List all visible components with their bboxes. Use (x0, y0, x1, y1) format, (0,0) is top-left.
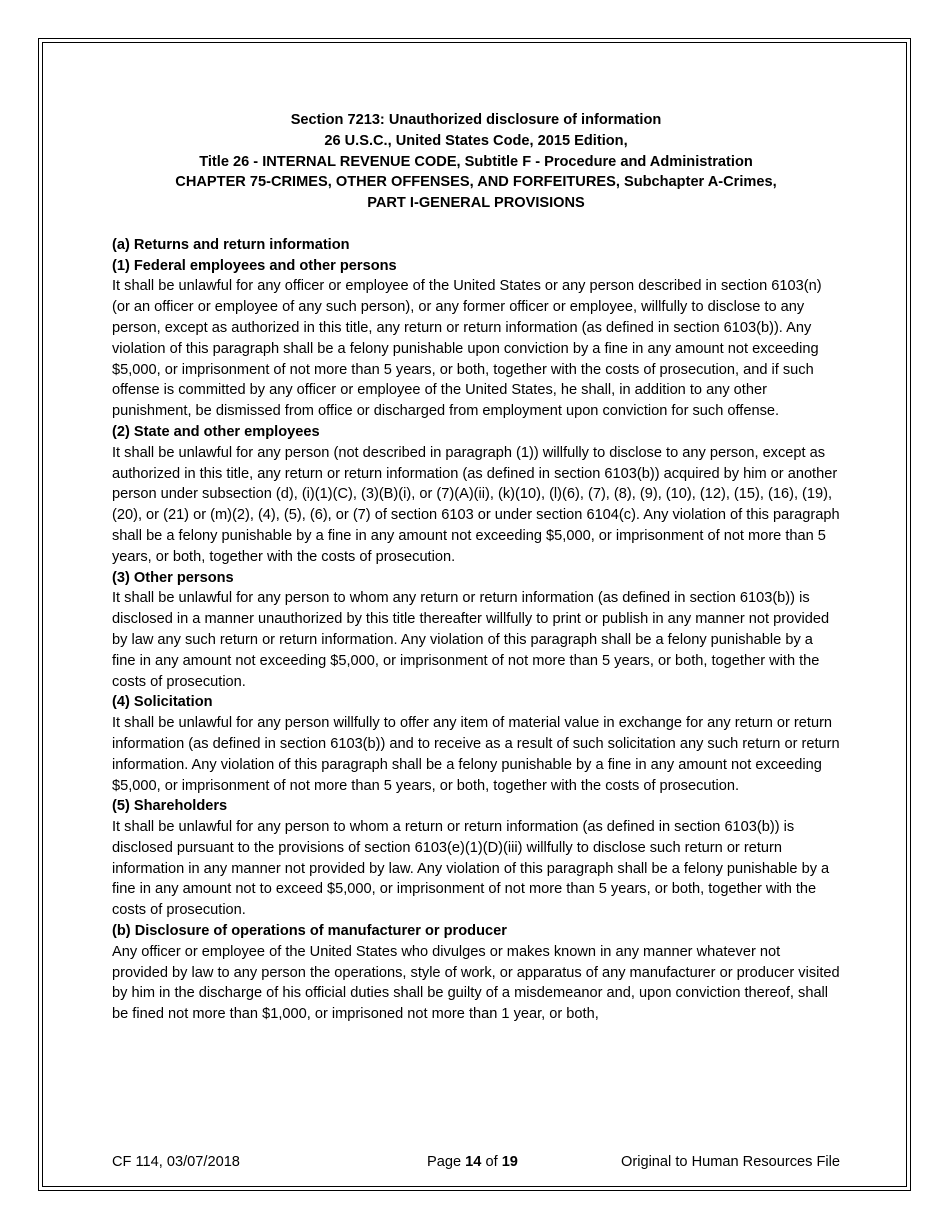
section-b-heading: (b) Disclosure of operations of manufacturer or producer (112, 923, 507, 940)
section-a4-heading: (4) Solicitation (112, 694, 213, 711)
footer-form-id: CF 114, 03/07/2018 (112, 1154, 240, 1170)
header-line-1: Section 7213: Unauthorized disclosure of information (290, 112, 662, 128)
footer-page-label: Page (427, 1154, 462, 1170)
section-a1-heading: (1) Federal employees and other persons (112, 257, 397, 274)
document-body (112, 110, 840, 1025)
header-line-3: Title 26 - INTERNAL REVENUE CODE, Subtitle F - Procedure and Administration (199, 153, 753, 170)
footer-routing: Original to Human Resources File (621, 1154, 840, 1170)
footer-page-current: 14 (465, 1154, 482, 1170)
document-header (112, 110, 840, 214)
section-a3-heading: (3) Other persons (112, 569, 234, 586)
header-line-4: CHAPTER 75-CRIMES, OTHER OFFENSES, AND FORFEITURES, Subchapter A-Crimes, (175, 174, 777, 191)
section-a1-text: It shall be unlawful for any officer or employee of the United States or any person described in section 6103(n) (or an officer or employee of any such person), or any former officer or employee, willfully to disclose to any person, except as authorized in this title, any return or return information (as defined in section 6103(b)). Any violation of this paragraph shall be a felony punishable upon conviction by a fine in any amount not exceeding $5,000, or imprisonment of not more than 5 years, or both, together with the costs of prosecution, and if such offense is committed by any officer or employee of the United States, he shall, in addition to any other punishment, be dismissed from office or discharged from employment upon conviction for such offense. (112, 278, 822, 420)
section-a5-heading: (5) Shareholders (112, 798, 228, 815)
section-a5-text: It shall be unlawful for any person to whom a return or return information (as defined in section 6103(b)) is disclosed pursuant to the provisions of section 6103(e)(1)(D)(iii) willfully to disclose such return or return information in any manner not provided by law. Any violation of this paragraph shall be a felony punishable by a fine in any amount not to exceed $5,000, or imprisonment of not more than 5 years, or both, together with the costs of prosecution. (112, 819, 830, 919)
section-a2-heading: (2) State and other employees (112, 423, 320, 440)
section-a4-text: It shall be unlawful for any person willfully to offer any item of material value in exchange for any return or return information (as defined in section 6103(b)) and to receive as a result of such solicitation any such return or return information. Any violation of this paragraph shall be a felony punishable by a fine in any amount not exceeding $5,000, or imprisonment of not more than 5 years, or both, together with the costs of prosecution. (112, 715, 840, 794)
header-line-2: 26 U.S.C., United States Code, 2015 Edition, (324, 132, 628, 149)
footer-page-number (427, 1152, 518, 1172)
header-line-5: PART I-GENERAL PROVISIONS (367, 195, 585, 212)
section-b-text: Any officer or employee of the United States who divulges or makes known in any manner whatever not provided by law to any person the operations, style of work, or apparatus of any manufacturer or producer visited by him in the discharge of his official duties shall be guilty of a misdemeanor and, upon conviction thereof, shall be fined not more than $1,000, or imprisoned not more than 1 year, or both, (112, 943, 840, 1023)
section-a2-text: It shall be unlawful for any person (not described in paragraph (1)) willfully to disclose to any person, except as authorized in this title, any return or return information (as defined in section 6103(b)) acquired by him or another person under subsection (d), (i)(1)(C), (3)(B)(i), or (7)(A)(ii), (k)(10), (l)(6), (7), (8), (9), (10), (12), (15), (16), (19), (20), or (21) or (m)(2), (4), (5), (6), or (7) of section 6103 or under section 6104(c). Any violation of this paragraph shall be a felony punishable by a fine in any amount not exceeding $5,000, or imprisonment of not more than 5 years, or both, together with the costs of prosecution. (112, 444, 840, 565)
footer-page-of: of (485, 1154, 498, 1170)
section-a-heading: (a) Returns and return information (112, 236, 350, 253)
section-a3-text: It shall be unlawful for any person to whom any return or return information (as defined in section 6103(b)) is disclosed in a manner unauthorized by this title thereafter willfully to print or publish in any manner not provided by law any such return or return information. Any violation of this paragraph shall be a felony punishable by a fine in any amount not exceeding $5,000, or imprisonment of not more than 5 years, or both, together with the costs of prosecution. (112, 590, 830, 690)
footer-page-total: 19 (501, 1154, 518, 1170)
